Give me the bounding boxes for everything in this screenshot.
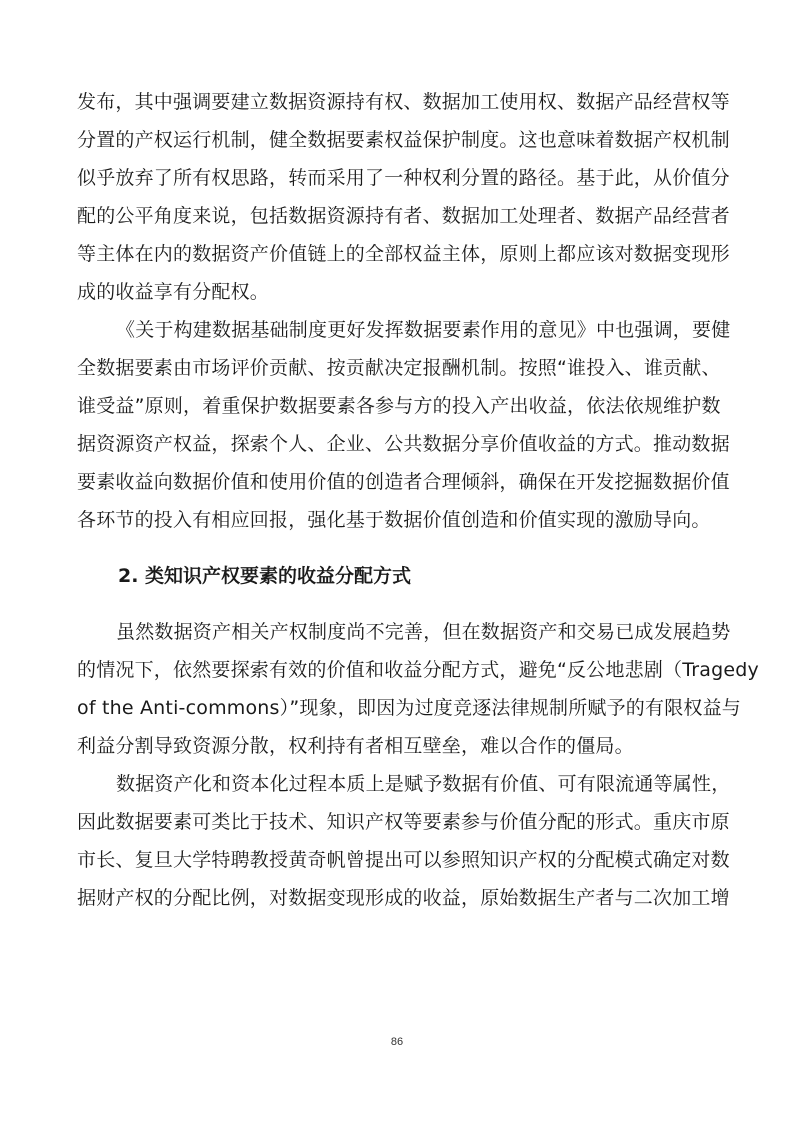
text-line: 《关于构建数据基础制度更好发挥数据要素作用的意见》中也强调，要健 — [116, 319, 731, 341]
page-number: 86 — [390, 1036, 404, 1048]
text-line: 利益分割导致资源分散，权利持有者相互壁垒，难以合作的僵局。 — [77, 735, 634, 757]
text-line: 的情况下，依然要探索有效的价值和收益分配方式，避免“反公地悲剧（Tragedy — [77, 659, 759, 681]
text-line: 全数据要素由市场评价贡献、按贡献决定报酬机制。按照“谁投入、谁贡献、 — [77, 357, 721, 379]
text-line: 配的公平角度来说，包括数据资源持有者、数据加工处理者、数据产品经营者 — [77, 205, 730, 227]
text-line: 等主体在内的数据资产价值链上的全部权益主体，原则上都应该对数据变现形 — [77, 243, 730, 265]
text-line: 成的收益享有分配权。 — [77, 281, 270, 303]
text-line: 似乎放弃了所有权思路，转而采用了一种权利分置的路径。基于此，从价值分 — [77, 167, 730, 189]
text-line: 市长、复旦大学特聘教授黄奇帆曾提出可以参照知识产权的分配模式确定对数 — [77, 849, 730, 871]
text-line: 数据资产化和资本化过程本质上是赋予数据有价值、可有限流通等属性， — [116, 773, 731, 795]
text-line: of the Anti-commons）”现象，即因为过度竞逐法律规制所赋予的有限权益与 — [77, 697, 741, 719]
text-line: 各环节的投入有相应回报，强化基于数据价值创造和价值实现的激励导向。 — [77, 509, 711, 531]
text-line: 分置的产权运行机制，健全数据要素权益保护制度。这也意味着数据产权机制 — [77, 129, 730, 151]
text-line: 虽然数据资产相关产权制度尚不完善，但在数据资产和交易已成发展趋势 — [116, 621, 731, 643]
text-line: 因此数据要素可类比于技术、知识产权等要素参与价值分配的形式。重庆市原 — [77, 811, 730, 833]
text-line: 据财产权的分配比例，对数据变现形成的收益，原始数据生产者与二次加工增 — [77, 887, 730, 909]
text-line: 据资源资产权益，探索个人、企业、公共数据分享价值收益的方式。推动数据 — [77, 433, 730, 455]
text-line: 谁受益”原则，着重保护数据要素各参与方的投入产出收益，依法依规维护数 — [77, 395, 721, 417]
text-line: 发布，其中强调要建立数据资源持有权、数据加工使用权、数据产品经营权等 — [77, 91, 730, 113]
text-line: 要素收益向数据价值和使用价值的创造者合理倾斜，确保在开发挖掘数据价值 — [77, 471, 730, 493]
section-heading: 2. 类知识产权要素的收益分配方式 — [118, 565, 412, 587]
